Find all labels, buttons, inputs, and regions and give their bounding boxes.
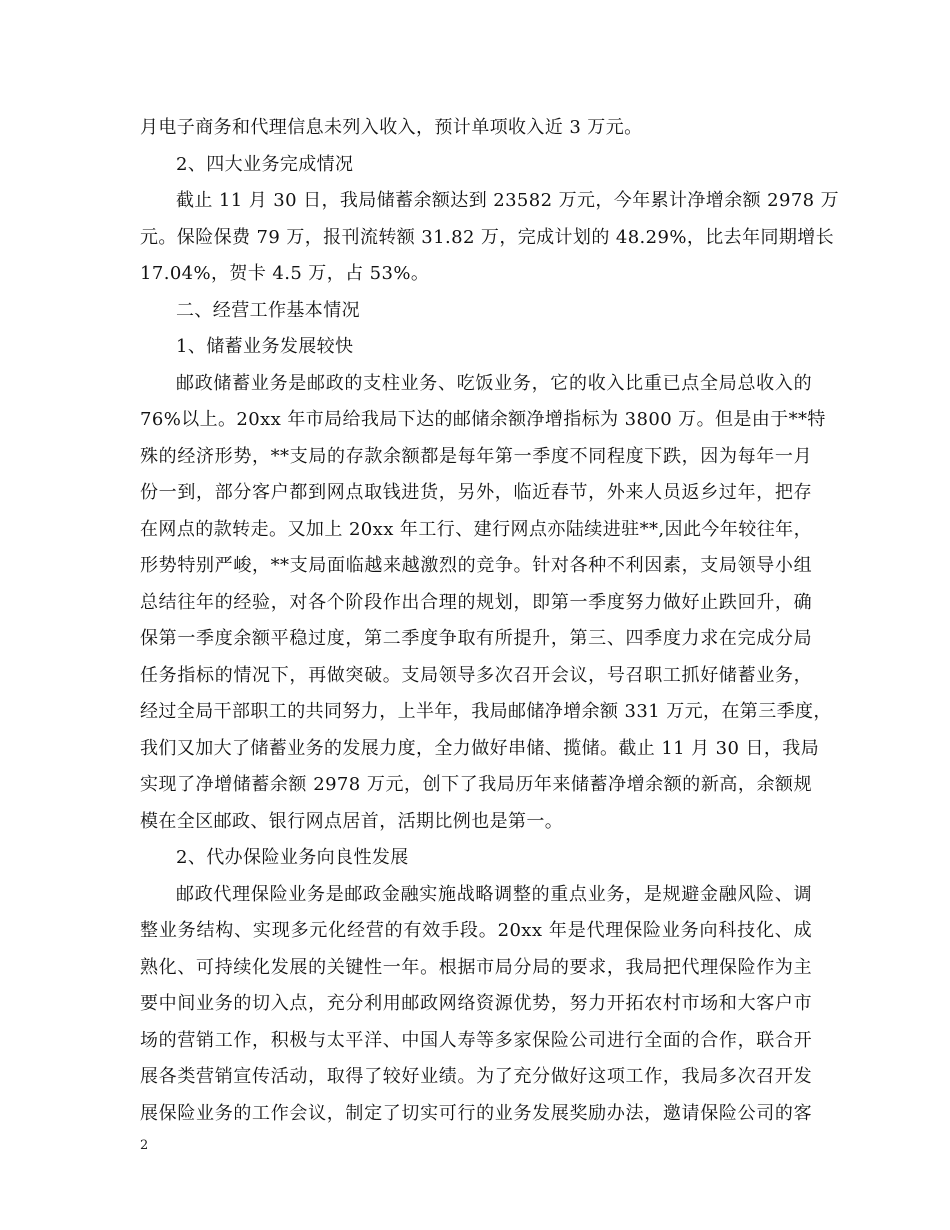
text-line: 殊的经济形势，**支局的存款余额都是每年第一季度不同程度下跌，因为每年一月 [140,445,812,467]
document-body [140,110,840,1132]
text-line: 任务指标的情况下，再做突破。支局领导多次召开会议，号召职工抓好储蓄业务， [140,664,812,686]
text-line: 元。保险保费 79 万，报刊流转额 31.82 万，完成计划的 48.29%，比去年同期增长 [140,226,835,248]
text-line: 保第一季度余额平稳过度，第二季度争取有所提升，第三、四季度力求在完成分局 [140,628,812,649]
text-line: 截止 11 月 30 日，我局储蓄余额达到 23582 万元，今年累计净增余额 2978 万 [176,190,840,211]
text-line: 展各类营销宣传活动，取得了较好业绩。为了充分做好这项工作，我局多次召开发 [140,1066,812,1087]
text-line: 76%以上。20xx 年市局给我局下达的邮储余额净增指标为 3800 万。但是由于**特 [140,409,826,430]
text-line: 经过全局干部职工的共同努力，上半年，我局邮储净增余额 331 万元，在第三季度， [140,701,832,722]
text-line: 展保险业务的工作会议，制定了切实可行的业务发展奖励办法，邀请保险公司的客 [140,1102,812,1124]
text-line: 在网点的款转走。又加上 20xx 年工行、建行网点亦陆续进驻**,因此今年较往年， [140,518,812,540]
text-line: 总结往年的经验，对各个阶段作出合理的规划，即第一季度努力做好止跌回升，确 [140,591,812,613]
text-line: 实现了净增储蓄余额 2978 万元，创下了我局历年来储蓄净增余额的新高，余额规 [140,774,812,795]
subheading-business-completion: 2、四大业务完成情况 [176,153,354,175]
text-line: 熟化、可持续化发展的关键性一年。根据市局分局的要求，我局把代理保险作为主 [140,956,812,978]
text-line: 邮政储蓄业务是邮政的支柱业务、吃饭业务，它的收入比重已点全局总收入的 [176,372,812,394]
page-number: 2 [140,1138,149,1153]
text-line: 整业务结构、实现多元化经营的有效手段。20xx 年是代理保险业务向科技化、成 [140,920,812,941]
subheading-insurance: 2、代办保险业务向良性发展 [176,847,409,868]
text-line: 场的营销工作，积极与太平洋、中国人寿等多家保险公司进行全面的合作，联合开 [140,1029,812,1051]
subheading-savings: 1、储蓄业务发展较快 [176,336,354,357]
text-line: 形势特别严峻，**支局面临越来越激烈的竞争。针对各种不利因素，支局领导小组 [140,555,812,576]
text-line: 我们又加大了储蓄业务的发展力度，全力做好串储、揽储。截止 11 月 30 日，我局 [140,737,820,759]
text-line: 月电子商务和代理信息未列入收入，预计单项收入近 3 万元。 [140,117,643,138]
text-line: 邮政代理保险业务是邮政金融实施战略调整的重点业务，是规避金融风险、调 [176,883,812,905]
text-line: 模在全区邮政、银行网点居首，活期比例也是第一。 [140,810,564,832]
section-heading-operations: 二、经营工作基本情况 [176,299,360,321]
text-line: 要中间业务的切入点，充分利用邮政网络资源优势，努力开拓农村市场和大客户市 [140,993,812,1014]
text-line: 17.04%，贺卡 4.5 万，占 53%。 [140,263,430,284]
text-line: 份一到，部分客户都到网点取钱进货，另外，临近春节，外来人员返乡过年，把存 [140,482,812,503]
